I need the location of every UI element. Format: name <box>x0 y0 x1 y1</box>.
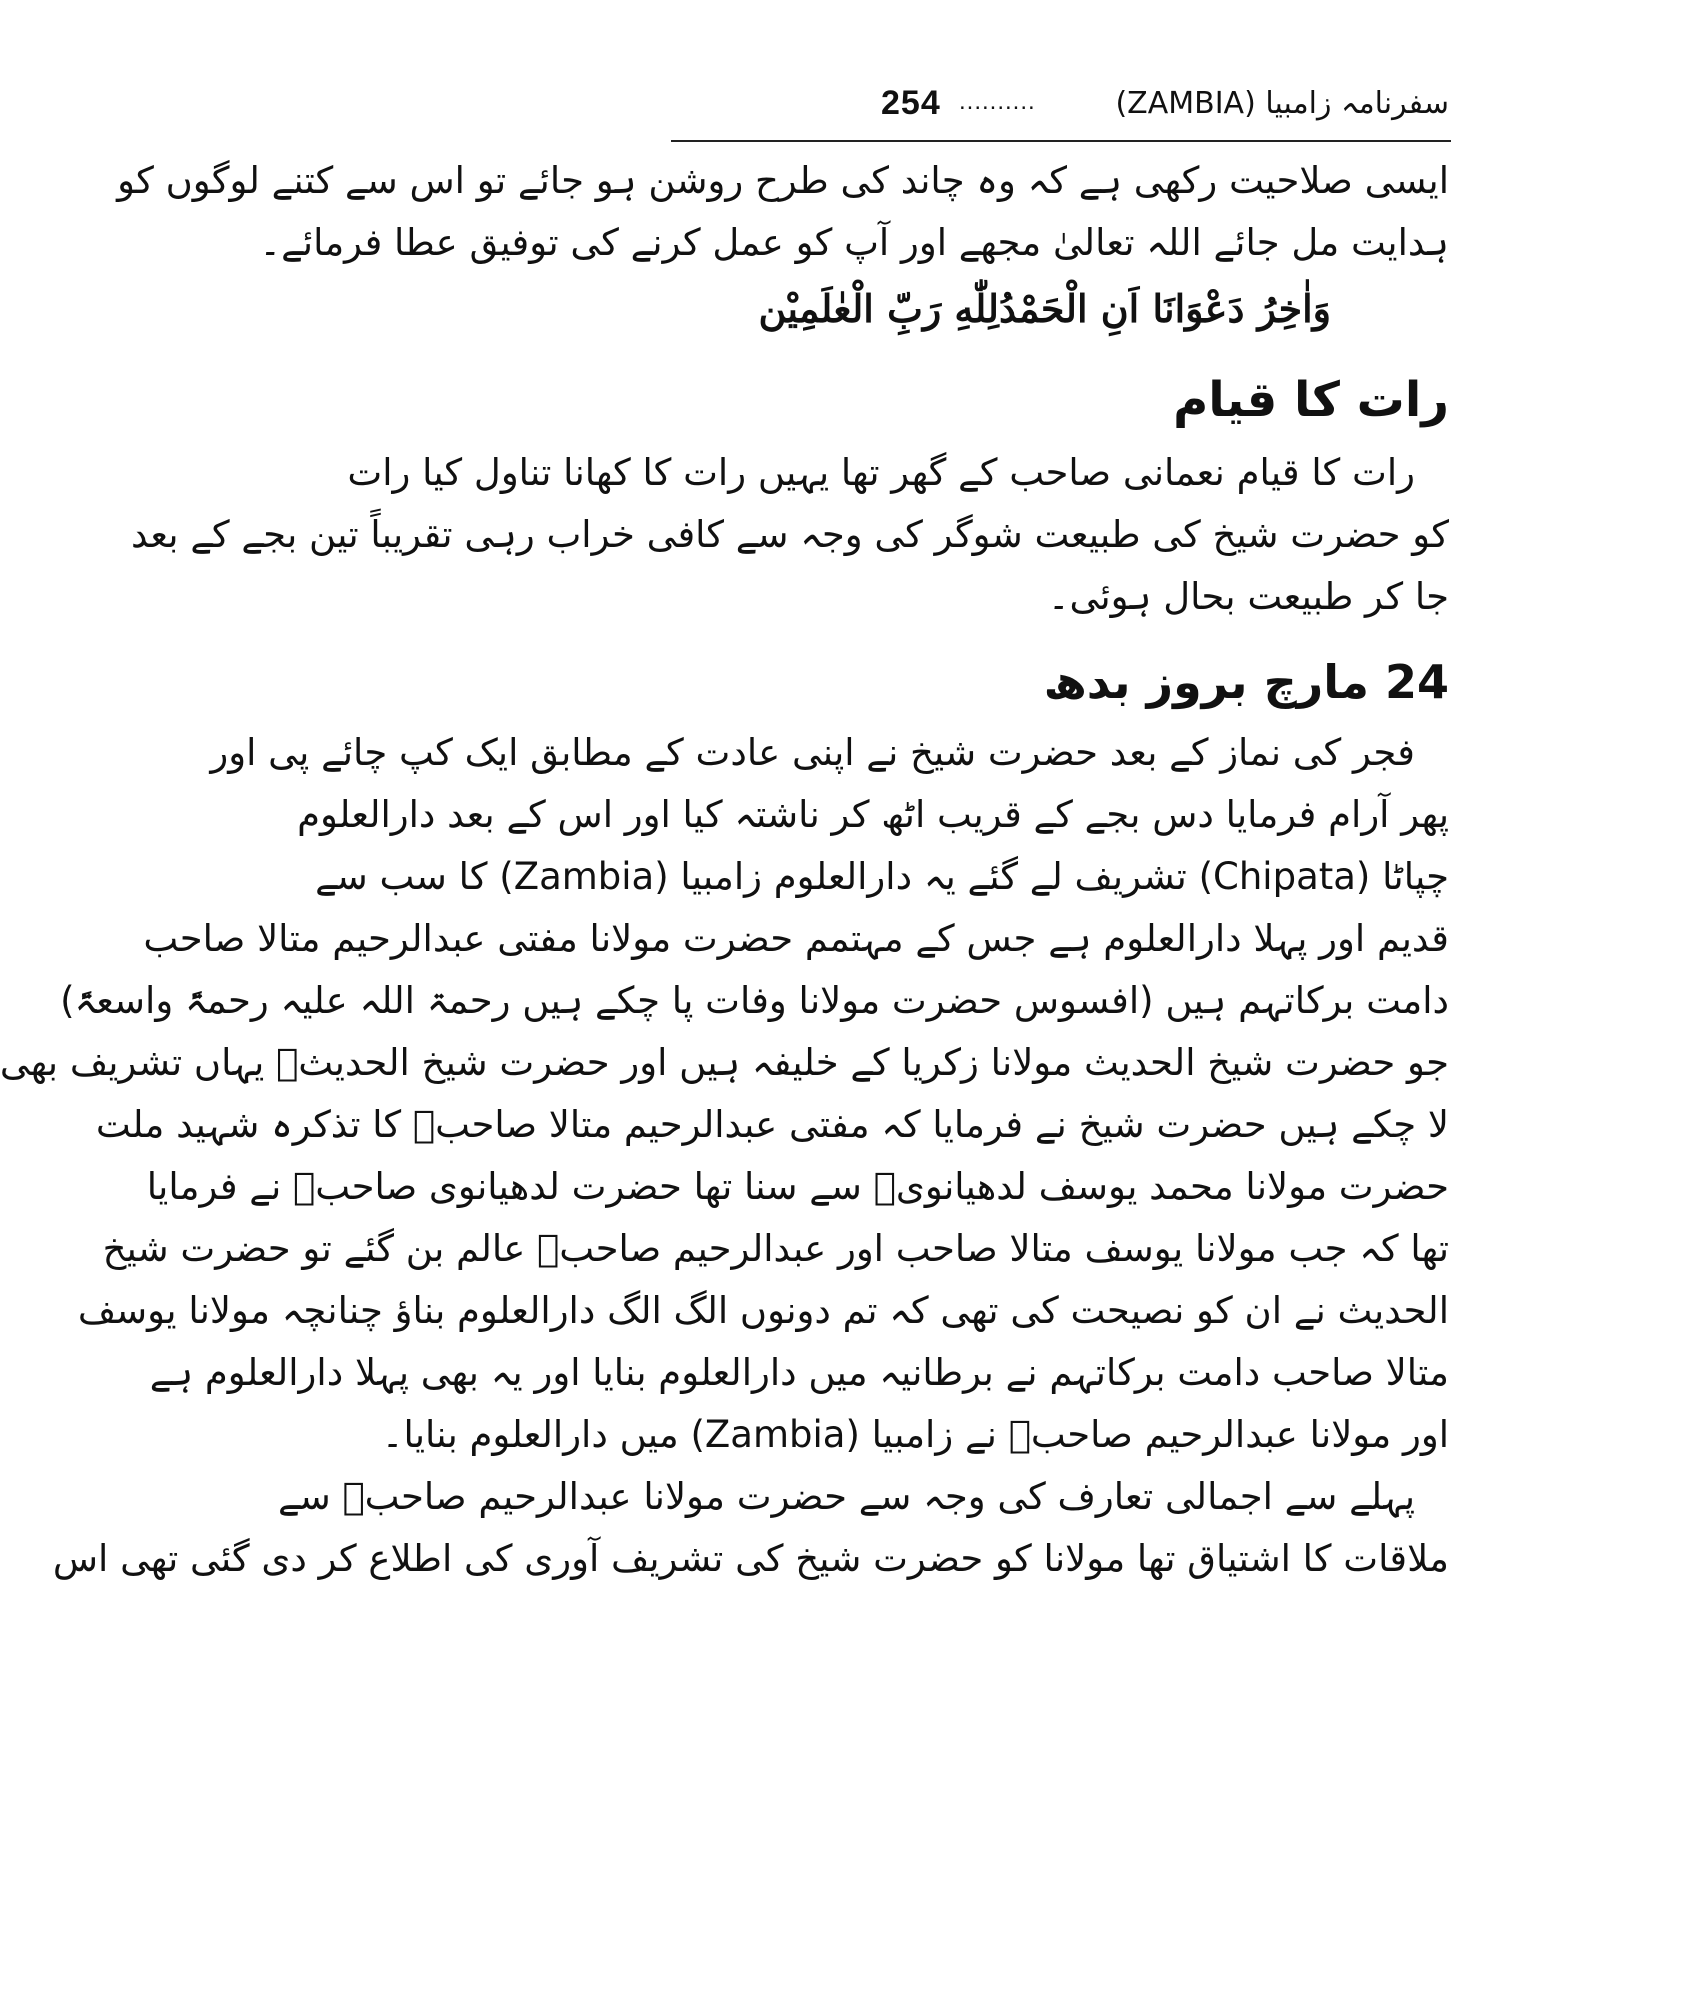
paragraph-4 <box>52 1466 1449 1590</box>
text-line: پہلے سے اجمالی تعارف کی وجہ سے حضرت مولانا عبدالرحیم صاحبؒ سے <box>278 1475 1415 1518</box>
section-heading-night-stay: رات کا قیام <box>1173 372 1449 428</box>
header-leader-dots: .......... <box>959 88 1036 115</box>
text-line: کو حضرت شیخ کی طبیعت شوگر کی وجہ سے کافی خراب رہی تقریباً تین بجے کے بعد <box>131 513 1449 556</box>
text-line: حضرت مولانا محمد یوسف لدھیانویؒ سے سنا تھا حضرت لدھیانوی صاحبؒ نے فرمایا <box>146 1165 1449 1208</box>
text-line: لا چکے ہیں حضرت شیخ نے فرمایا کہ مفتی عبدالرحیم متالا صاحبؒ کا تذکرہ شہید ملت <box>95 1103 1449 1146</box>
text-line: چپاٹا (Chipata) تشریف لے گئے یہ دارالعلوم زامبیا (Zambia) کا سب سے <box>315 855 1449 898</box>
text-line: دامت برکاتہم ہیں (افسوس حضرت مولانا وفات پا چکے ہیں رحمۃ اللہ علیہ رحمۃً واسعۃً) <box>60 979 1449 1022</box>
paragraph-2 <box>131 442 1449 628</box>
text-line: فجر کی نماز کے بعد حضرت شیخ نے اپنی عادت کے مطابق ایک کپ چائے پی اور <box>210 731 1415 774</box>
text-line: جا کر طبیعت بحال ہوئی۔ <box>1047 575 1449 618</box>
text-line: ایسی صلاحیت رکھی ہے کہ وہ چاند کی طرح روشن ہو جائے تو اس سے کتنے لوگوں کو <box>117 159 1449 202</box>
header-divider <box>671 140 1451 142</box>
paragraph-3 <box>0 722 1449 1466</box>
text-line: رات کا قیام نعمانی صاحب کے گھر تھا یہیں رات کا کھانا تناول کیا رات <box>347 451 1415 494</box>
text-line: تھا کہ جب مولانا یوسف متالا صاحب اور عبدالرحیم صاحبؒ عالم بن گئے تو حضرت شیخ <box>102 1227 1449 1270</box>
text-line: ہدایت مل جائے اللہ تعالیٰ مجھے اور آپ کو عمل کرنے کی توفیق عطا فرمائے۔ <box>259 221 1449 264</box>
text-line: متالا صاحب دامت برکاتہم نے برطانیہ میں دارالعلوم بنایا اور یہ بھی پہلا دارالعلوم ہے <box>149 1351 1449 1394</box>
section-heading-date: 24 مارچ بروز بدھ <box>1043 655 1449 709</box>
text-line: قدیم اور پہلا دارالعلوم ہے جس کے مہتمم حضرت مولانا مفتی عبدالرحیم متالا صاحب <box>143 917 1449 960</box>
page-body <box>0 150 1449 1590</box>
paragraph-1 <box>117 150 1449 274</box>
quranic-verse: وَاٰخِرُ دَعْوَانَا اَنِ الْحَمْدُلِلّٰهِ رَبِّ الْعٰلَمِيْن <box>758 286 1331 331</box>
text-line: الحدیث نے ان کو نصیحت کی تھی کہ تم دونوں الگ الگ دارالعلوم بناؤ چنانچہ مولانا یوسف <box>77 1289 1449 1332</box>
running-title: سفرنامہ زامبیا (ZAMBIA) <box>1115 86 1449 121</box>
page-number: 254 <box>881 84 941 122</box>
page-header <box>671 84 1449 134</box>
text-line: ملاقات کا اشتیاق تھا مولانا کو حضرت شیخ کی تشریف آوری کی اطلاع کر دی گئی تھی اس <box>52 1537 1449 1580</box>
text-line: اور مولانا عبدالرحیم صاحبؒ نے زامبیا (Zambia) میں دارالعلوم بنایا۔ <box>381 1413 1449 1456</box>
text-line: جو حضرت شیخ الحدیث مولانا زکریا کے خلیفہ ہیں اور حضرت شیخ الحدیثؒ یہاں تشریف بھی <box>0 1041 1449 1084</box>
text-line: پھر آرام فرمایا دس بجے کے قریب اٹھ کر ناشتہ کیا اور اس کے بعد دارالعلوم <box>297 793 1449 836</box>
